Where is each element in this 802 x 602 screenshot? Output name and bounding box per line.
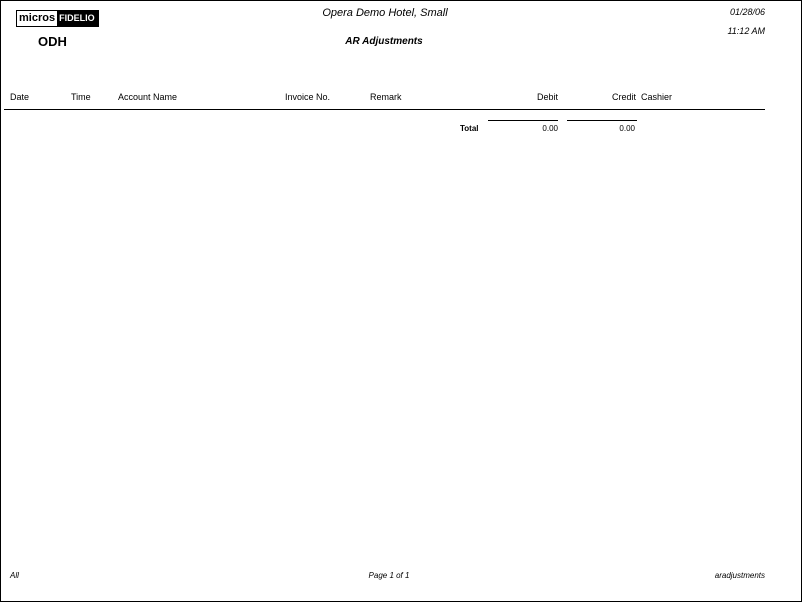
report-title: AR Adjustments <box>345 36 423 47</box>
report-time: 11:12 AM <box>727 26 765 36</box>
column-header-invoice-no: Invoice No. <box>285 92 331 102</box>
report-date: 01/28/06 <box>729 7 765 17</box>
column-header-debit: Debit <box>536 92 558 102</box>
footer-page-number: Page 1 of 1 <box>368 571 410 580</box>
column-header-time: Time <box>71 92 91 102</box>
column-header-credit: Credit <box>611 92 636 102</box>
total-credit: 0.00 <box>619 124 635 133</box>
column-header-cashier: Cashier <box>641 92 673 102</box>
column-header-remark: Remark <box>370 92 402 102</box>
logo-micros-text: micros <box>19 12 56 24</box>
footer-report-name: aradjustments <box>714 571 765 580</box>
logo-fidelio-text: FIDELIO <box>57 11 98 26</box>
column-header-date: Date <box>10 92 30 102</box>
credit-sum-line <box>567 120 637 121</box>
total-label: Total <box>460 124 479 133</box>
header-divider <box>4 109 765 110</box>
total-debit: 0.00 <box>542 124 558 133</box>
debit-sum-line <box>488 120 558 121</box>
footer-filter: All <box>10 571 19 580</box>
property-code: ODH <box>38 34 67 49</box>
column-header-account-name: Account Name <box>118 92 178 102</box>
hotel-name: Opera Demo Hotel, Small <box>322 7 448 19</box>
